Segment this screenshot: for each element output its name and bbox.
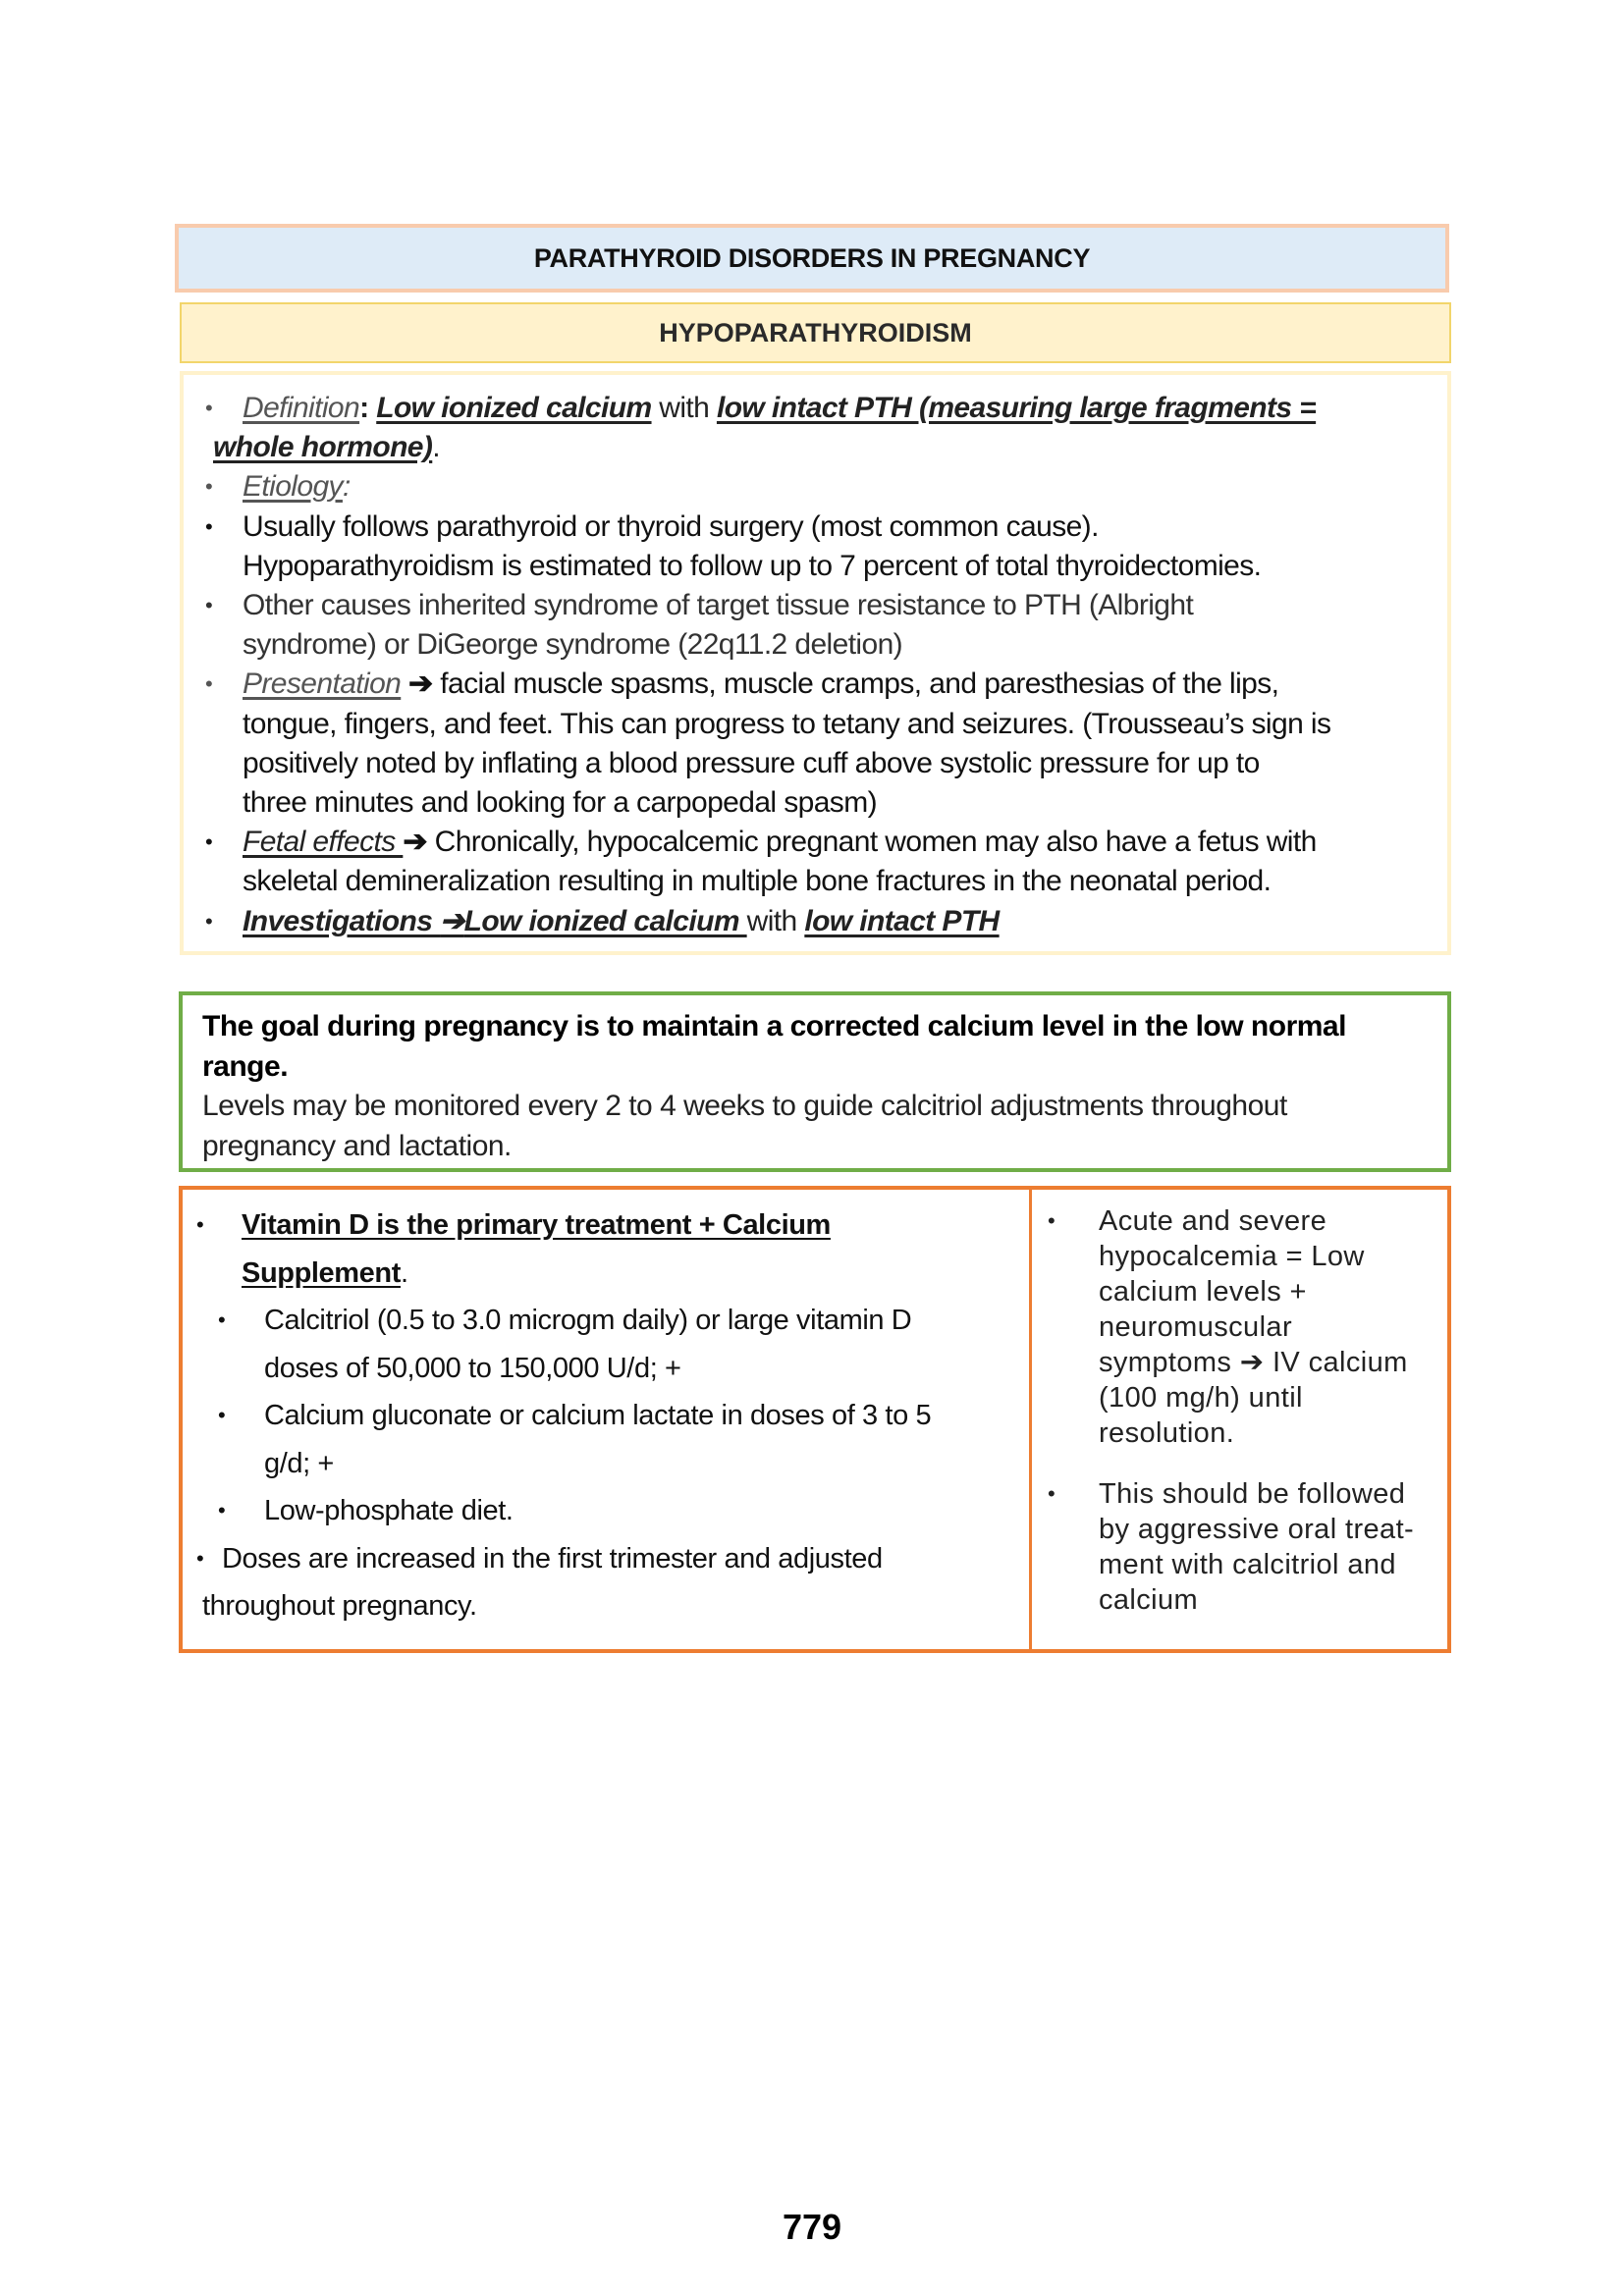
page-number: 779 (782, 2207, 842, 2247)
etiology-label: Etiology (243, 470, 343, 504)
bullet-icon: • (218, 1308, 226, 1332)
arrow-right-icon: ➔ (440, 904, 464, 937)
bullet-icon: • (218, 1403, 226, 1427)
bullet-icon: • (205, 908, 213, 934)
monitoring-note-cont: pregnancy and lactation. (202, 1129, 512, 1162)
calcitriol-item-cont: doses of 50,000 to 150,000 U/d; + (264, 1352, 681, 1384)
presentation-line: three minutes and looking for a carpopedal spasm) (243, 786, 877, 820)
bullet-icon: • (1048, 1208, 1056, 1233)
dose-adjustment-item: • Doses are increased in the first trimester and adjusted (183, 1535, 1029, 1583)
section-heading: HYPOPARATHYROIDISM (659, 317, 972, 347)
treatment-goal-box (179, 991, 1451, 1172)
treatment-heading-cont: Supplement. (242, 1256, 408, 1289)
definition-term-2: low intact PTH (measuring large fragments = (716, 392, 1317, 424)
etiology-cause-inherited-cont: syndrome) or DiGeorge syndrome (22q11.2 deletion) (243, 628, 903, 662)
treatment-box (179, 1186, 1451, 1653)
etiology-cause-surgery-cont: Hypoparathyroidism is estimated to follow up to 7 percent of total thyroidectomies. (243, 549, 1262, 582)
monitoring-note: Levels may be monitored every 2 to 4 weeks to guide calcitriol adjustments throughout (202, 1090, 1287, 1122)
chronic-treatment-column (183, 1190, 1032, 1649)
definition-label: Definition (243, 392, 360, 424)
definition-continuation: whole hormone). (213, 431, 441, 464)
treatment-heading: • Vitamin D is the primary treatment + Calcium (183, 1201, 1029, 1250)
fetal-effects-label: Fetal effects (243, 826, 404, 859)
bullet-icon: • (205, 829, 213, 855)
arrow-right-icon: ➔ (1239, 1347, 1265, 1378)
presentation-line: positively noted by inflating a blood pressure cuff above systolic pressure for up to (243, 746, 1260, 779)
oral-followup-item: • This should be followed by aggressive oral treat- ment with calcitriol and calcium (1048, 1478, 1415, 1616)
bullet-icon: • (205, 671, 213, 697)
presentation-label: Presentation (243, 667, 402, 701)
arrow-right-icon: ➔ (408, 667, 433, 701)
fetal-effects-line: skeletal demineralization resulting in multiple bone fractures in the neonatal period. (243, 865, 1272, 898)
diet-item: • Low-phosphate diet. (183, 1487, 1029, 1535)
bullet-icon: • (205, 593, 213, 618)
etiology-item: • Etiology: (184, 467, 1447, 507)
fetal-effects-item: • Fetal effects ➔ Chronically, hypocalcemic pregnant women may also have a fetus with (184, 823, 1447, 862)
bullet-icon: • (205, 396, 213, 420)
definition-item: • Definition: Low ionized calcium with low intact PTH (measuring large fragments = (184, 389, 1447, 428)
etiology-cause-inherited: • Other causes inherited syndrome of target tissue resistance to PTH (Albright (184, 586, 1447, 625)
etiology-cause-surgery: • Usually follows parathyroid or thyroid surgery (most common cause). (184, 507, 1447, 547)
page-title-banner (175, 224, 1449, 293)
page-title: PARATHYROID DISORDERS IN PREGNANCY (533, 242, 1091, 273)
acute-hypocalcemia-item: • Acute and severe hypocalcemia = Low calcium levels + neuromuscular symptoms ➔ IV calcium (100 mg/h) until resolution. (1048, 1205, 1408, 1449)
bullet-icon: • (205, 474, 213, 500)
bullet-icon: • (196, 1212, 204, 1237)
acute-treatment-column (1032, 1190, 1447, 1649)
presentation-line: tongue, fingers, and feet. This can progress to tetany and seizures. (Trousseau’s sign is (243, 707, 1331, 740)
bullet-icon: • (196, 1545, 204, 1571)
calcium-item-cont: g/d; + (264, 1447, 334, 1479)
investigations-label: Investigations ➔Low ionized calcium (243, 904, 747, 937)
arrow-right-icon: ➔ (403, 826, 427, 859)
calcium-item: • Calcium gluconate or calcium lactate in doses of 3 to 5 (183, 1392, 1029, 1440)
presentation-item: • Presentation ➔ facial muscle spasms, muscle cramps, and paresthesias of the lips, (184, 665, 1447, 704)
investigations-item: • Investigations ➔Low ionized calcium with low intact PTH (184, 902, 1447, 941)
investigations-term: low intact PTH (804, 904, 1000, 937)
goal-statement: The goal during pregnancy is to maintain a corrected calcium level in the low normal (202, 1010, 1346, 1042)
dose-adjustment-cont: throughout pregnancy. (202, 1590, 477, 1622)
definition-term-1: Low ionized calcium (376, 392, 652, 424)
calcitriol-item: • Calcitriol (0.5 to 3.0 microgm daily) or large vitamin D (183, 1297, 1029, 1345)
bullet-icon: • (1048, 1481, 1056, 1506)
bullet-icon: • (218, 1498, 226, 1522)
bullet-icon: • (205, 513, 213, 539)
section-heading-banner (180, 302, 1451, 363)
goal-statement-cont: range. (202, 1049, 289, 1083)
definition-box (180, 371, 1451, 955)
